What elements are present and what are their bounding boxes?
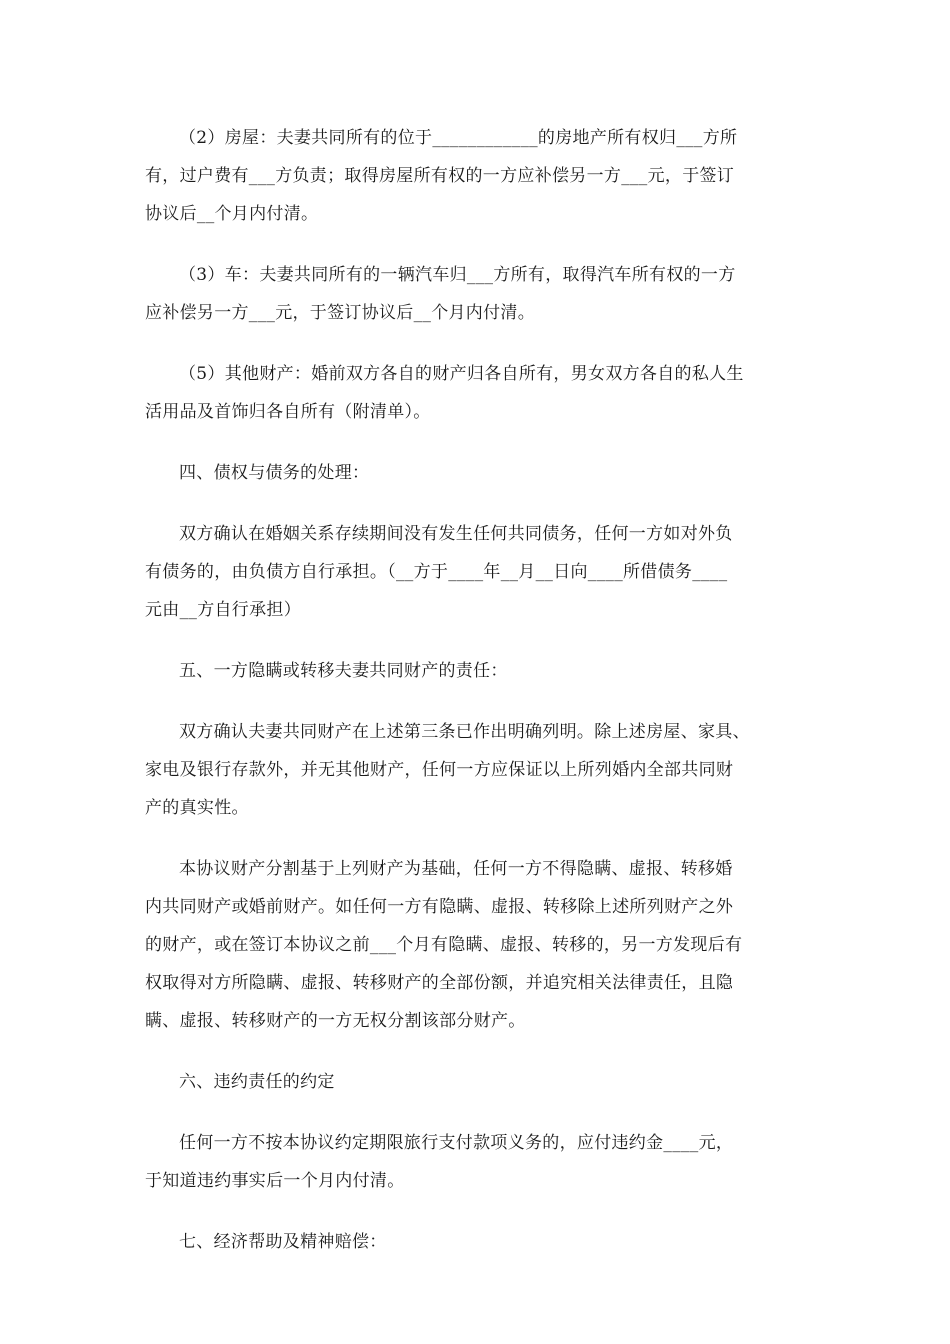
paragraph-joint-property: [145, 713, 810, 827]
text-line: 有，过户费有___方负责；取得房屋所有权的一方应补偿另一方___元，于签订: [145, 166, 735, 186]
text-line: 活用品及首饰归各自所有（附清单）。: [145, 402, 431, 422]
text-line: 协议后__个月内付清。: [145, 204, 319, 224]
text-line: 有债务的，由负债方自行承担。（__方于____年__月__日向____所借债务____: [145, 562, 728, 582]
text-line: 家电及银行存款外，并无其他财产，任何一方应保证以上所列婚内全部共同财: [145, 760, 734, 780]
paragraph-car: [145, 256, 810, 332]
text-line: （2）房屋：夫妻共同所有的位于____________的房地产所有权归___方所: [179, 128, 738, 148]
text-line: 产的真实性。: [145, 798, 249, 818]
text-line: 任何一方不按本协议约定期限旅行支付款项义务的，应付违约金____元，: [179, 1133, 734, 1153]
text-line: 应补偿另一方___元，于签订协议后__个月内付清。: [145, 303, 535, 323]
text-line: 双方确认在婚姻关系存续期间没有发生任何共同债务，任何一方如对外负: [179, 524, 733, 544]
text-line: 内共同财产或婚前财产。如任何一方有隐瞒、虚报、转移除上述所列财产之外: [145, 897, 734, 917]
text-line: 本协议财产分割基于上列财产为基础，任何一方不得隐瞒、虚报、转移婚: [179, 859, 733, 879]
text-line: （3）车：夫妻共同所有的一辆汽车归___方所有，取得汽车所有权的一方: [179, 265, 736, 285]
section-heading-debts: 四、债权与债务的处理：: [179, 463, 370, 483]
text-line: （5）其他财产：婚前双方各自的财产归各自所有，男女双方各自的私人生: [179, 364, 744, 384]
paragraph-division-basis: [145, 850, 810, 1040]
paragraph-breach: [145, 1124, 810, 1200]
text-line: 双方确认夫妻共同财产在上述第三条已作出明确列明。除上述房屋、家具、: [179, 722, 750, 742]
text-line: 元由__方自行承担）: [145, 600, 301, 620]
text-line: 于知道违约事实后一个月内付清。: [145, 1171, 405, 1191]
section-heading-concealment: 五、一方隐瞒或转移夫妻共同财产的责任：: [179, 661, 508, 681]
section-heading-compensation: 七、经济帮助及精神赔偿：: [179, 1232, 387, 1252]
text-line: 的财产，或在签订本协议之前___个月有隐瞒、虚报、转移的，另一方发现后有: [145, 935, 743, 955]
paragraph-other-property: [145, 355, 810, 431]
paragraph-house: [145, 119, 810, 233]
section-heading-breach: 六、违约责任的约定: [179, 1072, 335, 1092]
document-page: [145, 119, 810, 1284]
paragraph-debts: [145, 515, 810, 629]
text-line: 权取得对方所隐瞒、虚报、转移财产的全部份额，并追究相关法律责任，且隐: [145, 973, 734, 993]
text-line: 瞒、虚报、转移财产的一方无权分割该部分财产。: [145, 1011, 526, 1031]
